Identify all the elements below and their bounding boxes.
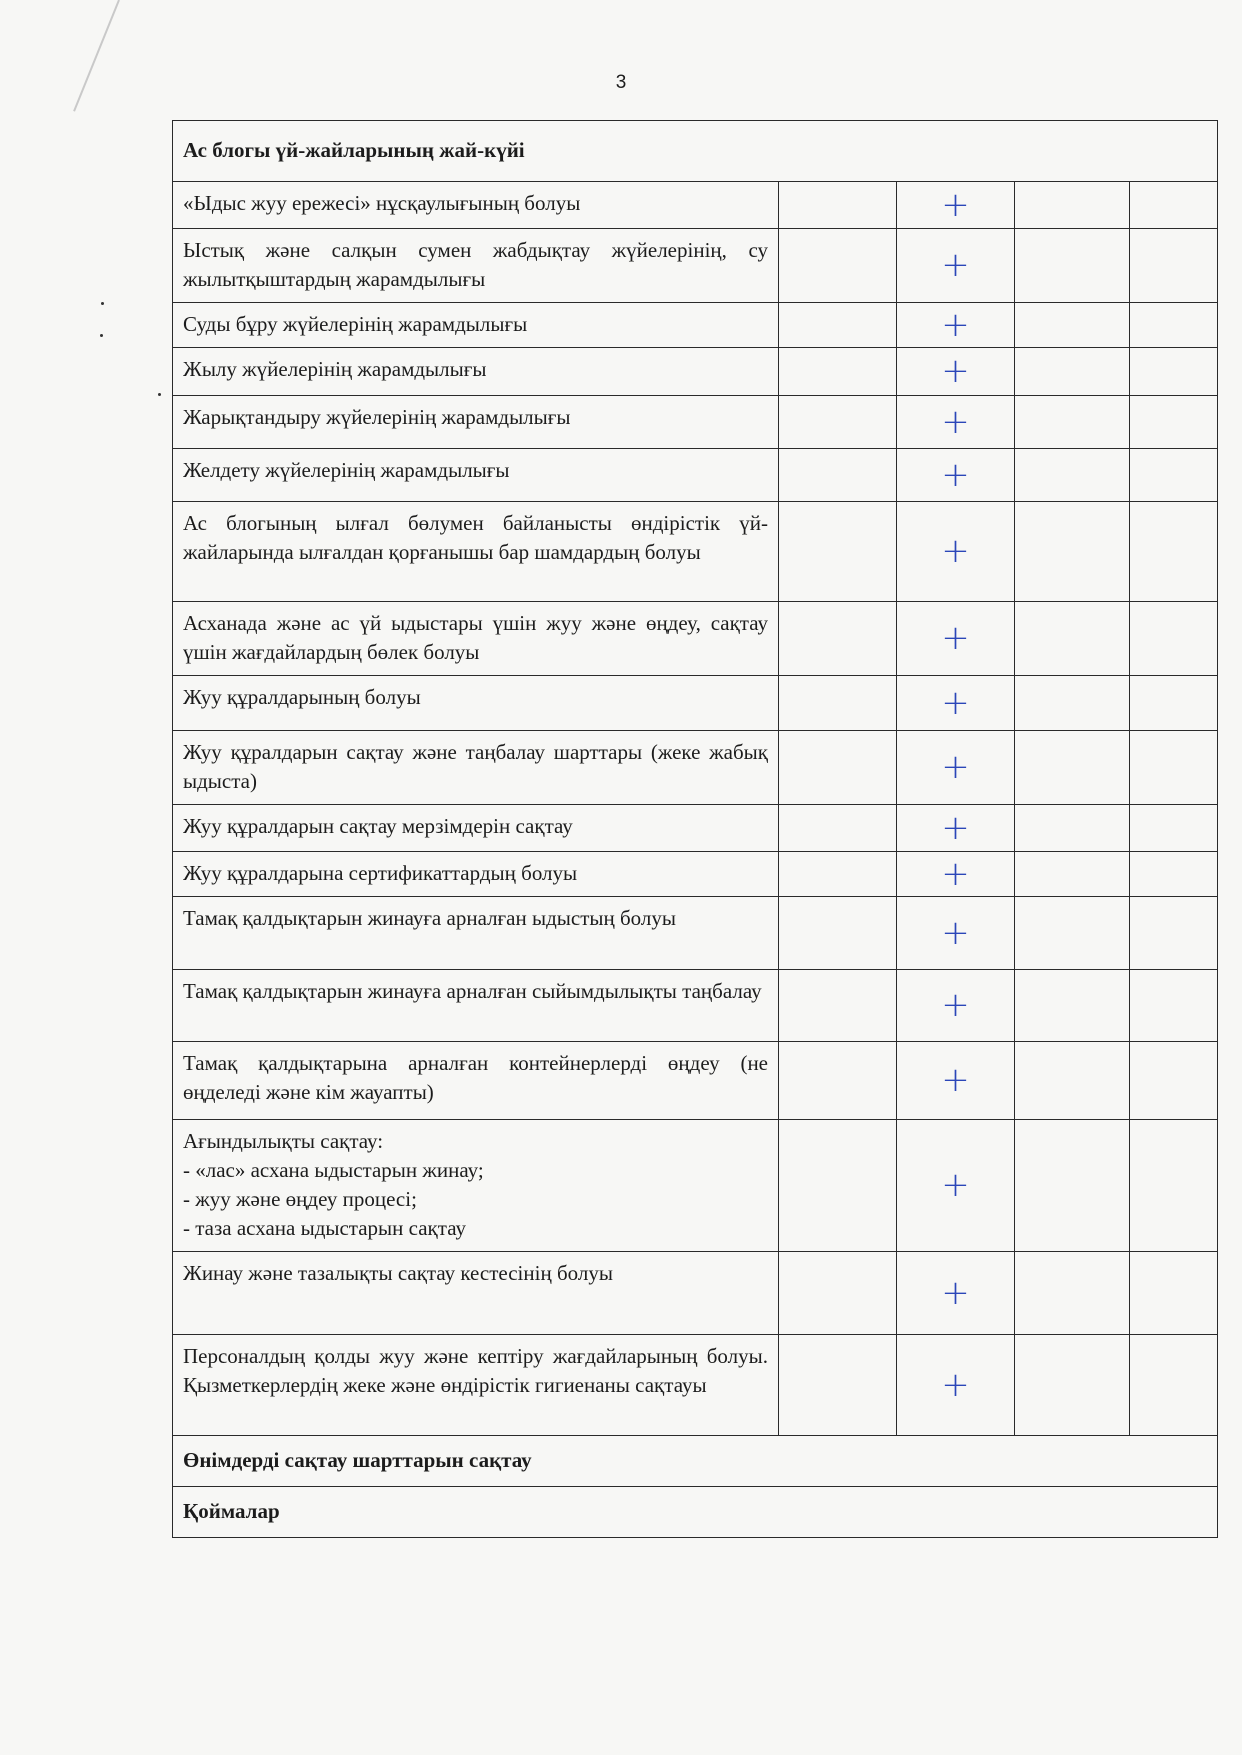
answer-cell-yes <box>779 347 897 395</box>
answer-cell-note <box>1130 448 1218 501</box>
answer-cell-note <box>1130 347 1218 395</box>
section-header: Ас блогы үй-жайларының жай-күйі <box>173 121 1218 182</box>
answer-cell-yes <box>779 1041 897 1119</box>
criterion-label <box>173 851 779 896</box>
criterion-text-line: Тамақ қалдықтарына арналған контейнерлерді өңдеу (не өңделеді және кім жауапты) <box>183 1050 768 1104</box>
answer-cell-no <box>1015 851 1130 896</box>
checklist-row <box>173 1119 1218 1251</box>
section-header-row <box>173 121 1218 182</box>
criterion-label <box>173 302 779 347</box>
criterion-text-line: Ас блогының ылғал бөлумен байланысты өндірістік үй-жайларында ылғалдан қорғанышы бар шамдардың болуы <box>183 510 768 564</box>
criterion-label <box>173 228 779 302</box>
check-mark-cell: + <box>897 896 1015 969</box>
check-mark-cell: + <box>897 395 1015 448</box>
criterion-text-line: Жуу құралдарын сақтау мерзімдерін сақтау <box>183 813 573 838</box>
scan-speck <box>158 393 161 396</box>
checklist-row <box>173 804 1218 851</box>
criterion-label <box>173 448 779 501</box>
answer-cell-no <box>1015 675 1130 730</box>
section-header-row <box>173 1435 1218 1486</box>
criterion-label <box>173 675 779 730</box>
section-header: Өнімдерді сақтау шарттарын сақтау <box>173 1435 1218 1486</box>
answer-cell-yes <box>779 675 897 730</box>
criterion-label <box>173 730 779 804</box>
criterion-text-line: Желдету жүйелерінің жарамдылығы <box>183 457 510 482</box>
checklist-row <box>173 1251 1218 1334</box>
criterion-text-line: Жуу құралдарының болуы <box>183 684 421 709</box>
checklist-row <box>173 601 1218 675</box>
answer-cell-note <box>1130 181 1218 228</box>
checklist-row <box>173 896 1218 969</box>
section-header: Қоймалар <box>173 1486 1218 1537</box>
check-mark-cell: + <box>897 601 1015 675</box>
scan-speck <box>101 302 104 305</box>
checklist-row <box>173 302 1218 347</box>
answer-cell-yes <box>779 228 897 302</box>
answer-cell-no <box>1015 969 1130 1041</box>
check-mark-cell: + <box>897 501 1015 601</box>
criterion-label <box>173 804 779 851</box>
checklist-table-wrapper <box>172 120 1217 1538</box>
criterion-text-line: Жуу құралдарын сақтау және таңбалау шарттары (жеке жабық ыдыста) <box>183 739 768 793</box>
answer-cell-no <box>1015 181 1130 228</box>
answer-cell-note <box>1130 1251 1218 1334</box>
checklist-row <box>173 181 1218 228</box>
answer-cell-yes <box>779 302 897 347</box>
check-mark-cell: + <box>897 347 1015 395</box>
check-mark-cell: + <box>897 804 1015 851</box>
answer-cell-yes <box>779 1119 897 1251</box>
criterion-label <box>173 395 779 448</box>
answer-cell-yes <box>779 601 897 675</box>
check-mark-cell: + <box>897 675 1015 730</box>
answer-cell-note <box>1130 228 1218 302</box>
answer-cell-note <box>1130 851 1218 896</box>
criterion-text-line: «Ыдыс жуу ережесі» нұсқаулығының болуы <box>183 190 581 215</box>
checklist-row <box>173 228 1218 302</box>
criterion-label <box>173 1119 779 1251</box>
checklist-row <box>173 851 1218 896</box>
answer-cell-yes <box>779 1334 897 1435</box>
answer-cell-note <box>1130 804 1218 851</box>
answer-cell-no <box>1015 601 1130 675</box>
answer-cell-yes <box>779 448 897 501</box>
scan-scratch <box>73 0 120 112</box>
answer-cell-yes <box>779 1251 897 1334</box>
criterion-label <box>173 181 779 228</box>
answer-cell-no <box>1015 347 1130 395</box>
answer-cell-note <box>1130 1119 1218 1251</box>
answer-cell-note <box>1130 675 1218 730</box>
checklist-row <box>173 1041 1218 1119</box>
criterion-text-line: Жылу жүйелерінің жарамдылығы <box>183 356 487 381</box>
answer-cell-no <box>1015 1119 1130 1251</box>
check-mark-cell: + <box>897 969 1015 1041</box>
criterion-label <box>173 1041 779 1119</box>
answer-cell-yes <box>779 501 897 601</box>
answer-cell-no <box>1015 395 1130 448</box>
answer-cell-yes <box>779 969 897 1041</box>
answer-cell-yes <box>779 896 897 969</box>
check-mark-cell: + <box>897 228 1015 302</box>
answer-cell-no <box>1015 501 1130 601</box>
checklist-row <box>173 501 1218 601</box>
criterion-text-line: Ыстық және салқын сумен жабдықтау жүйелерінің, су жылытқыштардың жарамдылығы <box>183 237 768 291</box>
criterion-text-line: Жуу құралдарына сертификаттардың болуы <box>183 860 578 885</box>
criterion-text-line: Суды бұру жүйелерінің жарамдылығы <box>183 311 528 336</box>
criterion-label <box>173 1251 779 1334</box>
check-mark-cell: + <box>897 851 1015 896</box>
answer-cell-note <box>1130 969 1218 1041</box>
criterion-label <box>173 969 779 1041</box>
checklist-row <box>173 395 1218 448</box>
answer-cell-no <box>1015 1041 1130 1119</box>
checklist-row <box>173 448 1218 501</box>
answer-cell-note <box>1130 1334 1218 1435</box>
section-header-row <box>173 1486 1218 1537</box>
check-mark-cell: + <box>897 1119 1015 1251</box>
check-mark-cell: + <box>897 1251 1015 1334</box>
answer-cell-no <box>1015 1251 1130 1334</box>
criterion-text-line: Асханада және ас үй ыдыстары үшін жуу және өңдеу, сақтау үшін жағдайлардың бөлек болуы <box>183 610 768 664</box>
answer-cell-yes <box>779 851 897 896</box>
check-mark-cell: + <box>897 1334 1015 1435</box>
answer-cell-no <box>1015 804 1130 851</box>
check-mark-cell: + <box>897 181 1015 228</box>
criterion-label <box>173 347 779 395</box>
criterion-label <box>173 601 779 675</box>
checklist-row <box>173 675 1218 730</box>
criterion-text-line: Жарықтандыру жүйелерінің жарамдылығы <box>183 404 571 429</box>
checklist-table <box>172 120 1218 1538</box>
answer-cell-note <box>1130 302 1218 347</box>
answer-cell-no <box>1015 730 1130 804</box>
answer-cell-note <box>1130 601 1218 675</box>
criterion-text-line: - «лас» асхана ыдыстарын жинау; <box>183 1157 484 1182</box>
check-mark-cell: + <box>897 1041 1015 1119</box>
answer-cell-no <box>1015 302 1130 347</box>
check-mark-cell: + <box>897 302 1015 347</box>
criterion-text-line: Ағындылықты сақтау: <box>183 1128 384 1153</box>
criterion-label <box>173 896 779 969</box>
criterion-text-line: Жинау және тазалықты сақтау кестесінің болуы <box>183 1260 613 1285</box>
answer-cell-yes <box>779 395 897 448</box>
answer-cell-note <box>1130 896 1218 969</box>
checklist-row <box>173 1334 1218 1435</box>
answer-cell-note <box>1130 501 1218 601</box>
check-mark-cell: + <box>897 448 1015 501</box>
checklist-row <box>173 730 1218 804</box>
answer-cell-note <box>1130 1041 1218 1119</box>
criterion-label <box>173 501 779 601</box>
checklist-row <box>173 969 1218 1041</box>
criterion-text-line: Тамақ қалдықтарын жинауға арналған ыдыстың болуы <box>183 905 676 930</box>
criterion-label <box>173 1334 779 1435</box>
answer-cell-yes <box>779 181 897 228</box>
answer-cell-no <box>1015 448 1130 501</box>
criterion-text-line: Персоналдың қолды жуу және кептіру жағдайларының болуы. Қызметкерлердің жеке және өндірістік гигиенаны сақтауы <box>183 1343 768 1397</box>
answer-cell-yes <box>779 804 897 851</box>
criterion-text-line: - таза асхана ыдыстарын сақтау <box>183 1215 466 1240</box>
answer-cell-yes <box>779 730 897 804</box>
check-mark-cell: + <box>897 730 1015 804</box>
answer-cell-no <box>1015 228 1130 302</box>
criterion-text-line: Тамақ қалдықтарын жинауға арналған сыйымдылықты таңбалау <box>183 978 762 1003</box>
answer-cell-no <box>1015 1334 1130 1435</box>
criterion-text-line: - жуу және өңдеу процесі; <box>183 1186 417 1211</box>
answer-cell-no <box>1015 896 1130 969</box>
checklist-row <box>173 347 1218 395</box>
answer-cell-note <box>1130 730 1218 804</box>
answer-cell-note <box>1130 395 1218 448</box>
scan-speck <box>100 334 103 337</box>
page-number: 3 <box>615 72 627 93</box>
